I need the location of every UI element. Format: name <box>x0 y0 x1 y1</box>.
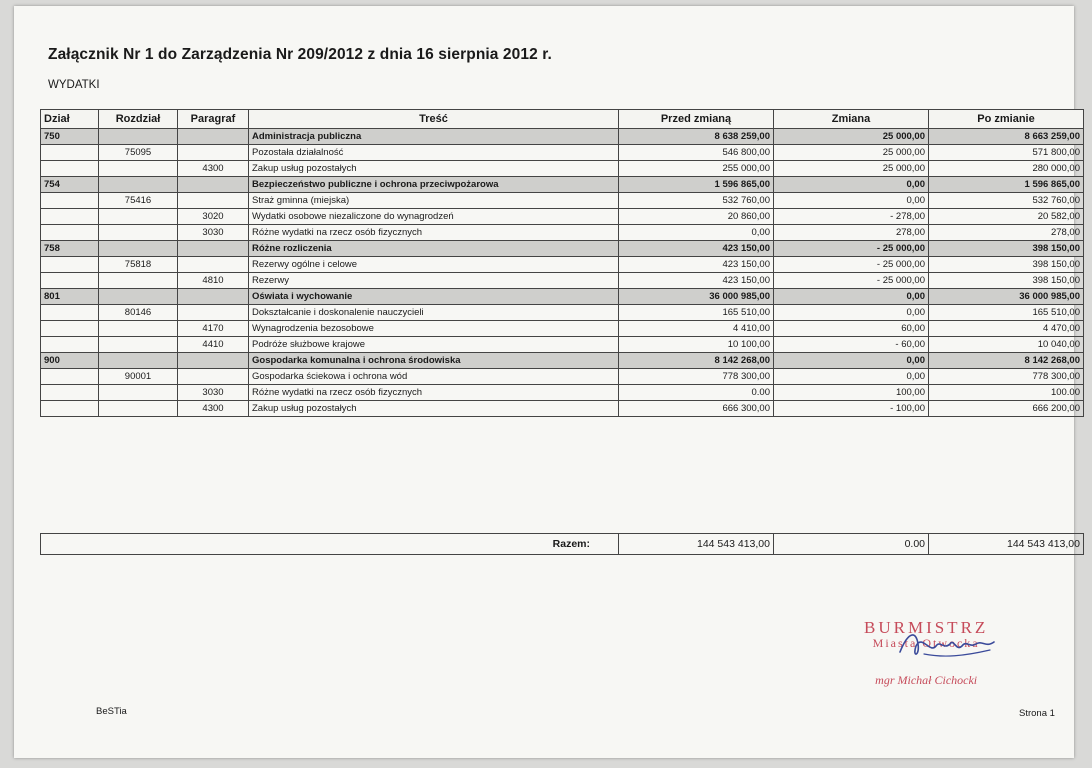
cell-paragraf: 4410 <box>178 337 249 353</box>
table-row <box>41 161 1084 177</box>
cell-zmiana: 0,00 <box>774 289 929 305</box>
table-row <box>41 225 1084 241</box>
cell-rozdzial <box>99 337 178 353</box>
cell-dzial <box>41 145 99 161</box>
cell-po: 100.00 <box>929 385 1084 401</box>
footer-software-label: BeSTia <box>96 706 127 717</box>
cell-tresc: Dokształcanie i doskonalenie nauczycieli <box>249 305 619 321</box>
cell-rozdzial: 80146 <box>99 305 178 321</box>
cell-po: 4 470,00 <box>929 321 1084 337</box>
cell-zmiana: 0,00 <box>774 305 929 321</box>
cell-paragraf: 3030 <box>178 225 249 241</box>
cell-tresc: Różne wydatki na rzecz osób fizycznych <box>249 225 619 241</box>
cell-paragraf: 3020 <box>178 209 249 225</box>
cell-paragraf: 4300 <box>178 401 249 417</box>
col-header-rozdzial: Rozdział <box>99 110 178 129</box>
cell-dzial <box>41 401 99 417</box>
cell-zmiana: - 25 000,00 <box>774 273 929 289</box>
cell-przed: 0,00 <box>619 225 774 241</box>
cell-paragraf <box>178 129 249 145</box>
cell-tresc: Gospodarka komunalna i ochrona środowiska <box>249 353 619 369</box>
cell-tresc: Wydatki osobowe niezaliczone do wynagrodzeń <box>249 209 619 225</box>
cell-paragraf <box>178 145 249 161</box>
cell-przed: 423 150,00 <box>619 241 774 257</box>
cell-paragraf <box>178 369 249 385</box>
cell-po: 1 596 865,00 <box>929 177 1084 193</box>
cell-tresc: Podróże służbowe krajowe <box>249 337 619 353</box>
cell-rozdzial <box>99 289 178 305</box>
cell-przed: 1 596 865,00 <box>619 177 774 193</box>
cell-paragraf <box>178 193 249 209</box>
footer-page-number: Strona 1 <box>1019 708 1055 719</box>
cell-dzial: 750 <box>41 129 99 145</box>
cell-dzial <box>41 193 99 209</box>
cell-tresc: Zakup usług pozostałych <box>249 161 619 177</box>
cell-tresc: Straż gminna (miejska) <box>249 193 619 209</box>
cell-zmiana: 100,00 <box>774 385 929 401</box>
cell-przed: 666 300,00 <box>619 401 774 417</box>
cell-paragraf: 3030 <box>178 385 249 401</box>
cell-paragraf <box>178 289 249 305</box>
cell-dzial <box>41 209 99 225</box>
cell-po: 10 040,00 <box>929 337 1084 353</box>
cell-paragraf: 4170 <box>178 321 249 337</box>
cell-dzial <box>41 305 99 321</box>
cell-zmiana: 0,00 <box>774 353 929 369</box>
cell-rozdzial <box>99 273 178 289</box>
cell-dzial <box>41 273 99 289</box>
cell-przed: 8 638 259,00 <box>619 129 774 145</box>
cell-przed: 4 410,00 <box>619 321 774 337</box>
cell-paragraf: 4810 <box>178 273 249 289</box>
cell-po: 778 300,00 <box>929 369 1084 385</box>
cell-tresc: Administracja publiczna <box>249 129 619 145</box>
col-header-po: Po zmianie <box>929 110 1084 129</box>
col-header-zmiana: Zmiana <box>774 110 929 129</box>
cell-dzial: 900 <box>41 353 99 369</box>
col-header-przed: Przed zmianą <box>619 110 774 129</box>
table-row <box>41 337 1084 353</box>
cell-rozdzial <box>99 353 178 369</box>
table-row <box>41 305 1084 321</box>
cell-rozdzial: 75095 <box>99 145 178 161</box>
cell-przed: 36 000 985,00 <box>619 289 774 305</box>
cell-rozdzial <box>99 177 178 193</box>
total-zmiana: 0.00 <box>774 534 929 555</box>
cell-przed: 20 860,00 <box>619 209 774 225</box>
cell-zmiana: 25 000,00 <box>774 161 929 177</box>
cell-tresc: Zakup usług pozostałych <box>249 401 619 417</box>
budget-table <box>40 109 1084 417</box>
cell-po: 278,00 <box>929 225 1084 241</box>
cell-dzial <box>41 161 99 177</box>
table-row <box>41 193 1084 209</box>
table-header-row <box>41 110 1084 129</box>
cell-przed: 0.00 <box>619 385 774 401</box>
cell-tresc: Wynagrodzenia bezosobowe <box>249 321 619 337</box>
cell-paragraf <box>178 241 249 257</box>
cell-paragraf <box>178 305 249 321</box>
table-row <box>41 369 1084 385</box>
table-row <box>41 385 1084 401</box>
cell-tresc: Bezpieczeństwo publiczne i ochrona przeciwpożarowa <box>249 177 619 193</box>
col-header-tresc: Treść <box>249 110 619 129</box>
cell-po: 571 800,00 <box>929 145 1084 161</box>
cell-przed: 255 000,00 <box>619 161 774 177</box>
budget-table-body <box>41 129 1084 417</box>
table-row <box>41 401 1084 417</box>
cell-po: 666 200,00 <box>929 401 1084 417</box>
col-header-dzial: Dział <box>41 110 99 129</box>
table-row <box>41 209 1084 225</box>
cell-zmiana: - 60,00 <box>774 337 929 353</box>
cell-rozdzial <box>99 241 178 257</box>
table-row <box>41 257 1084 273</box>
document-title: Załącznik Nr 1 do Zarządzenia Nr 209/2012 z dnia 16 sierpnia 2012 r. <box>48 46 552 63</box>
cell-przed: 778 300,00 <box>619 369 774 385</box>
document-subtitle: WYDATKI <box>48 79 100 91</box>
cell-rozdzial: 75416 <box>99 193 178 209</box>
cell-rozdzial <box>99 129 178 145</box>
cell-po: 532 760,00 <box>929 193 1084 209</box>
cell-zmiana: - 25 000,00 <box>774 241 929 257</box>
cell-tresc: Rezerwy ogólne i celowe <box>249 257 619 273</box>
cell-przed: 8 142 268,00 <box>619 353 774 369</box>
cell-paragraf: 4300 <box>178 161 249 177</box>
table-row <box>41 145 1084 161</box>
cell-zmiana: - 25 000,00 <box>774 257 929 273</box>
cell-rozdzial <box>99 209 178 225</box>
cell-zmiana: 60,00 <box>774 321 929 337</box>
cell-tresc: Różne wydatki na rzecz osób fizycznych <box>249 385 619 401</box>
cell-rozdzial <box>99 161 178 177</box>
cell-po: 398 150,00 <box>929 257 1084 273</box>
cell-tresc: Rezerwy <box>249 273 619 289</box>
cell-zmiana: 278,00 <box>774 225 929 241</box>
cell-dzial: 758 <box>41 241 99 257</box>
cell-paragraf <box>178 177 249 193</box>
cell-dzial <box>41 257 99 273</box>
document-page <box>14 6 1080 758</box>
stamp-office: BURMISTRZ <box>864 618 989 637</box>
cell-rozdzial: 90001 <box>99 369 178 385</box>
table-row <box>41 321 1084 337</box>
cell-rozdzial <box>99 321 178 337</box>
stamp-name: mgr Michał Cichocki <box>875 673 978 687</box>
total-row <box>41 534 1084 555</box>
cell-po: 20 582,00 <box>929 209 1084 225</box>
total-table <box>40 533 1084 555</box>
cell-po: 398 150,00 <box>929 273 1084 289</box>
cell-dzial <box>41 337 99 353</box>
table-row <box>41 289 1084 305</box>
cell-rozdzial <box>99 385 178 401</box>
total-przed: 144 543 413,00 <box>619 534 774 555</box>
cell-tresc: Gospodarka ściekowa i ochrona wód <box>249 369 619 385</box>
cell-po: 398 150,00 <box>929 241 1084 257</box>
cell-dzial <box>41 385 99 401</box>
col-header-paragraf: Paragraf <box>178 110 249 129</box>
cell-zmiana: 0,00 <box>774 369 929 385</box>
cell-dzial: 801 <box>41 289 99 305</box>
cell-przed: 546 800,00 <box>619 145 774 161</box>
cell-po: 8 142 268,00 <box>929 353 1084 369</box>
cell-po: 165 510,00 <box>929 305 1084 321</box>
stamp-town: Miasta Otwocka <box>872 636 980 650</box>
cell-dzial <box>41 321 99 337</box>
cell-tresc: Różne rozliczenia <box>249 241 619 257</box>
cell-rozdzial <box>99 225 178 241</box>
cell-rozdzial <box>99 401 178 417</box>
table-row <box>41 129 1084 145</box>
cell-przed: 423 150,00 <box>619 257 774 273</box>
cell-tresc: Pozostała działalność <box>249 145 619 161</box>
cell-paragraf <box>178 257 249 273</box>
cell-rozdzial: 75818 <box>99 257 178 273</box>
cell-zmiana: - 100,00 <box>774 401 929 417</box>
table-row <box>41 177 1084 193</box>
cell-dzial <box>41 369 99 385</box>
cell-po: 36 000 985,00 <box>929 289 1084 305</box>
total-label: Razem: <box>41 534 619 555</box>
cell-po: 280 000,00 <box>929 161 1084 177</box>
cell-zmiana: 0,00 <box>774 177 929 193</box>
handwritten-signature <box>894 624 1004 664</box>
cell-przed: 532 760,00 <box>619 193 774 209</box>
cell-zmiana: 25 000,00 <box>774 145 929 161</box>
cell-paragraf <box>178 353 249 369</box>
table-row <box>41 353 1084 369</box>
cell-po: 8 663 259,00 <box>929 129 1084 145</box>
table-row <box>41 241 1084 257</box>
cell-zmiana: 25 000,00 <box>774 129 929 145</box>
cell-tresc: Oświata i wychowanie <box>249 289 619 305</box>
cell-przed: 10 100,00 <box>619 337 774 353</box>
cell-dzial: 754 <box>41 177 99 193</box>
cell-zmiana: 0,00 <box>774 193 929 209</box>
cell-przed: 165 510,00 <box>619 305 774 321</box>
cell-zmiana: - 278,00 <box>774 209 929 225</box>
total-po: 144 543 413,00 <box>929 534 1084 555</box>
cell-przed: 423 150,00 <box>619 273 774 289</box>
cell-dzial <box>41 225 99 241</box>
table-row <box>41 273 1084 289</box>
